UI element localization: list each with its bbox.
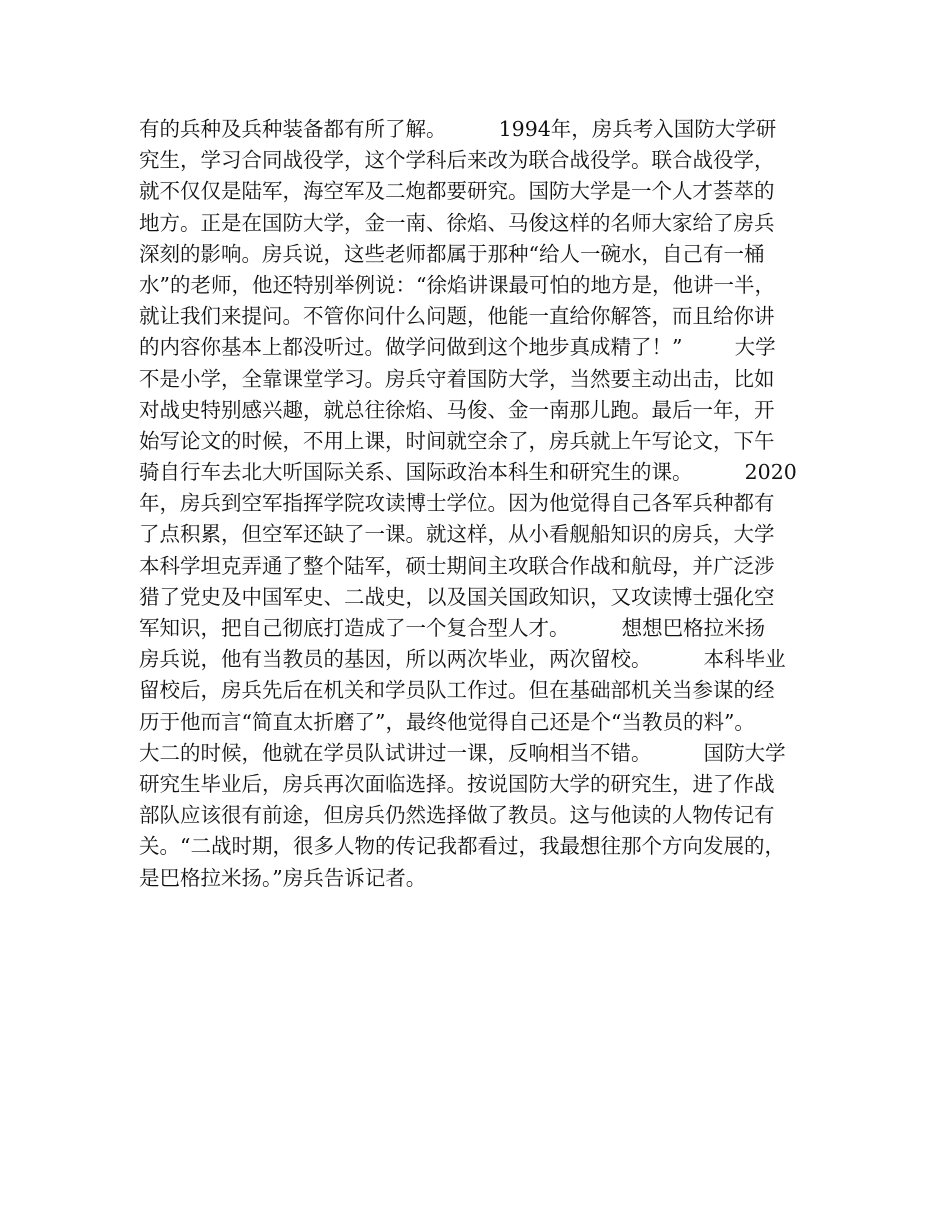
- text-line-2: 究生，学习合同战役学，这个学科后来改为联合战役学。联合战役学，: [139, 148, 775, 173]
- text-line-24: 关。“二战时期，很多人物的传记我都看过，我最想往那个方向发展的，: [139, 834, 785, 859]
- text-line-9: 不是小学，全靠课堂学习。房兵守着国防大学，当然要主动出击，比如: [139, 366, 775, 391]
- text-line-15: 本科学坦克弄通了整个陆军，硕士期间主攻联合作战和航母，并广泛涉: [139, 553, 775, 578]
- text-line-20: 历于他而言“简直太折磨了”，最终他觉得自己还是个“当教员的料”。: [139, 709, 755, 734]
- text-line-14: 了点积累，但空军还缺了一课。就这样，从小看舰船知识的房兵，大学: [139, 522, 775, 547]
- text-line-13: 年，房兵到空军指挥学院攻读博士学位。因为他觉得自己各军兵种都有: [139, 491, 775, 516]
- text-line-8: 的内容你基本上都没听过。做学问做到这个地步真成精了！” 大学: [139, 335, 776, 360]
- text-line-6: 水”的老师，他还特别举例说：“徐焰讲课最可怕的地方是，他讲一半，: [139, 272, 775, 297]
- text-line-19: 留校后，房兵先后在机关和学员队工作过。但在基础部机关当参谋的经: [139, 678, 775, 703]
- text-line-18: 房兵说，他有当教员的基因，所以两次毕业，两次留校。 本科毕业: [139, 647, 786, 672]
- text-line-22: 研究生毕业后，房兵再次面临选择。按说国防大学的研究生，进了作战: [139, 771, 775, 796]
- text-line-10: 对战史特别感兴趣，就总往徐焰、马俊、金一南那儿跑。最后一年，开: [139, 397, 775, 422]
- text-line-1: 有的兵种及兵种装备都有所了解。 1994年，房兵考入国防大学研: [139, 117, 777, 141]
- text-line-3: 就不仅仅是陆军，海空军及二炮都要研究。国防大学是一个人才荟萃的: [139, 179, 775, 204]
- text-line-23: 部队应该很有前途，但房兵仍然选择做了教员。这与他读的人物传记有: [139, 803, 775, 828]
- text-line-12: 骑自行车去北大听国际关系、国际政治本科生和研究生的课。 2020: [139, 460, 797, 485]
- body-text: [139, 114, 829, 894]
- text-line-11: 始写论文的时候，不用上课，时间就空余了，房兵就上午写论文，下午: [139, 428, 775, 453]
- text-line-21: 大二的时候，他就在学员队试讲过一课，反响相当不错。 国防大学: [139, 740, 786, 765]
- text-line-16: 猎了党史及中国军史、二战史，以及国关国政知识，又攻读博士强化空: [139, 584, 775, 609]
- text-line-4: 地方。正是在国防大学，金一南、徐焰、马俊这样的名师大家给了房兵: [139, 210, 775, 235]
- text-line-5: 深刻的影响。房兵说，这些老师都属于那种“给人一碗水，自己有一桶: [139, 241, 765, 266]
- text-line-7: 就让我们来提问。不管你问什么问题，他能一直给你解答，而且给你讲: [139, 304, 775, 329]
- text-line-17: 军知识，把自己彻底打造成了一个复合型人才。 想想巴格拉米扬: [139, 616, 766, 640]
- text-line-25: 是巴格拉米扬。”房兵告诉记者。: [139, 865, 427, 890]
